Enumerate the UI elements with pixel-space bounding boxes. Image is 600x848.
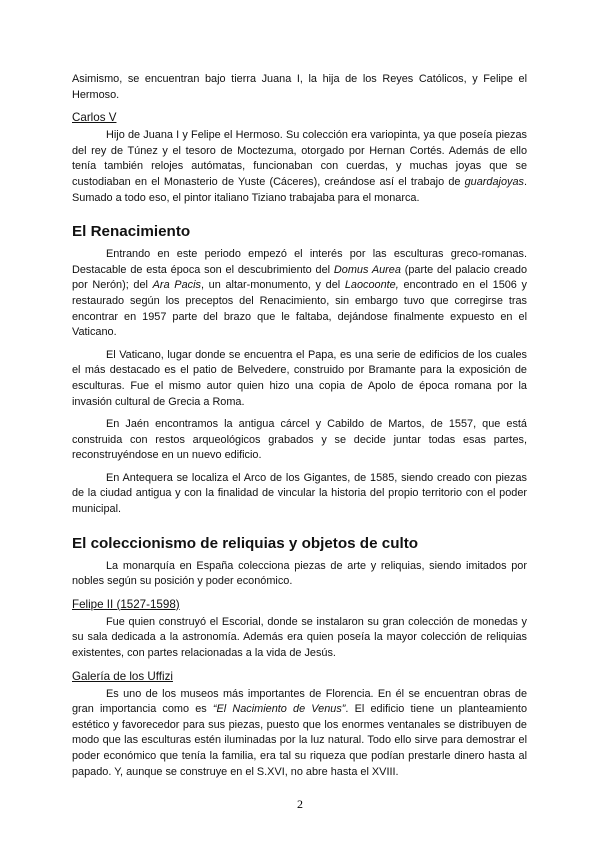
renacimiento-paragraph-4: En Antequera se localiza el Arco de los Gigantes, de 1585, siendo creado con piezas de la ciudad antigua y con la finalidad de vincular la historia del propio territorio con el poder municipal. <box>72 471 527 516</box>
renacimiento-paragraph-3: En Jaén encontramos la antigua cárcel y Cabildo de Martos, de 1557, que está construida con restos arqueológicos grabados y se decide juntar todas esas partes, reconstruyéndose en un nuevo edificio. <box>72 418 527 462</box>
uffizi-paragraph: Es uno de los museos más importantes de Florencia. En él se encuentran obras de gran importancia como es “El Nacimiento de Venus”. El edificio tiene un planteamiento estético y favorecedor para sus piezas, puesto que los enormes ventanales se distribuyen de modo que las esculturas estén iluminadas por la luz natural. Todo ello sirve para demostrar el poder económico que tenía la familia, era tal su riqueza que podían prestarle dinero hasta al papado. Y, aunque se construye en el S.XVI, no abre hasta el XVIII. <box>72 687 528 778</box>
italic-term: guardajoyas <box>464 175 524 188</box>
section-heading-reliquias: El coleccionismo de reliquias y objetos de culto <box>72 534 419 552</box>
italic-term: Ara Pacis <box>152 279 201 292</box>
intro-paragraph: Asimismo, se encuentran bajo tierra Juana I, la hija de los Reyes Católicos, y Felipe el Hermoso. <box>72 73 527 101</box>
italic-term: Laocoonte, <box>344 279 399 292</box>
subheading-carlos-v: Carlos V <box>72 111 117 125</box>
felipe-paragraph: Fue quien construyó el Escorial, donde se instalaron su gran colección de monedas y su sala dedicada a la astronomía. Además era quien poseía la mayor colección de reliquias existentes, con partes relacionadas a la vida de Jesús. <box>72 615 527 660</box>
document-page <box>72 72 527 787</box>
italic-term: Domus Aurea <box>333 263 401 276</box>
subheading-felipe-ii: Felipe II (1527-1598) <box>72 597 180 611</box>
subheading-uffizi: Galería de los Uffizi <box>72 669 173 683</box>
renacimiento-paragraph-1: Entrando en este periodo empezó el interés por las esculturas greco-romanas. Destacable de esta época son el descubrimiento del Domus Aurea (parte del palacio creado por Nerón); del Ara Pacis, un altar-monumento, y del Laocoonte, encontrado en el 1506 y restaurado según los preceptos del Renacimiento, sin embargo tuvo que corregirse tras encontrar en 1957 parte del brazo que le faltaba, dejándose finalmente expuesto en el Vaticano. <box>72 248 527 339</box>
page-number: 2 <box>297 797 303 811</box>
reliquias-paragraph: La monarquía en España colecciona piezas de arte y reliquias, siendo imitados por nobles según su posición y poder económico. <box>72 559 527 588</box>
italic-term: “El Nacimiento de Venus” <box>212 703 346 716</box>
carlos-paragraph: Hijo de Juana I y Felipe el Hermoso. Su colección era variopinta, ya que poseía piezas del rey de Túnez y el tesoro de Moctezuma, otorgado por Hernan Cortés. Además de ello tenía también relojes autómatas, funcionaban con cuerdas, y muchas joyas que se custodiaban en el Monasterio de Yuste (Cáceres), creándose así el trabajo de guardajoyas. Sumado a todo eso, el pintor italiano Tiziano trabajaba para el monarca. <box>72 129 527 204</box>
section-heading-renacimiento: El Renacimiento <box>72 223 191 241</box>
renacimiento-paragraph-2: El Vaticano, lugar donde se encuentra el Papa, es una serie de edificios de los cuales el más destacado es el patio de Belvedere, construido por Bramante para la exposición de esculturas. Fue el mismo autor quien hizo una copia de Apolo de época romana por la invasión cultural de Grecia a Roma. <box>72 348 527 408</box>
